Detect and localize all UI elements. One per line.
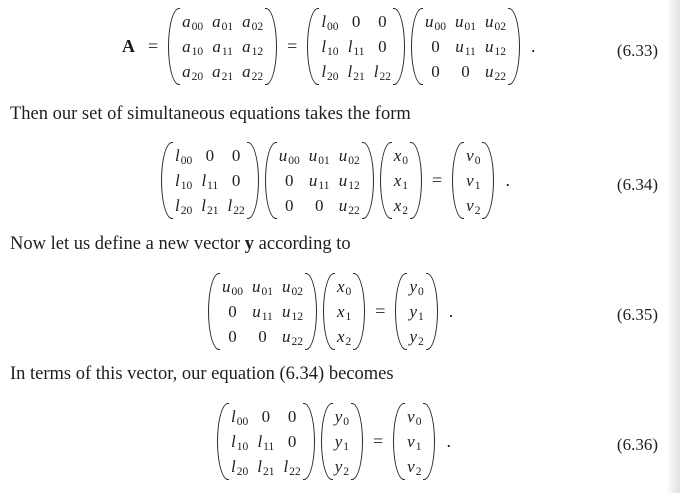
matrix-entry [257,454,274,479]
entry-subscript: 22 [379,71,392,83]
entry-symbol: v [466,146,474,165]
matrix-entry [337,299,351,324]
equation-6-33 [122,8,536,85]
entry-symbol: y [409,277,417,296]
entry-symbol: v [407,432,415,451]
matrix-entry [339,193,360,218]
entry-symbol: a [212,12,221,31]
entry-symbol: l [175,146,180,165]
matrix-entry [201,168,218,193]
entry-subscript: 0 [418,286,424,298]
entry-symbol: x [337,302,345,321]
entry-symbol: u [485,12,494,31]
matrix-entry [175,168,192,193]
matrix-entry [425,59,446,84]
matrix-entry [409,274,423,299]
entry-subscript: 02 [251,21,264,33]
entry-subscript: 1 [345,311,352,323]
matrix-entry [394,193,408,218]
matrix-entry [182,34,203,59]
matrix-entry [252,274,273,299]
entry-subscript: 0 [415,416,422,428]
entry-symbol: x [337,327,345,346]
vector-x [380,142,422,219]
entry-subscript: 11 [207,180,219,192]
entry-subscript: 20 [191,71,204,83]
matrix-entry [231,454,248,479]
matrix-entry [231,429,248,454]
entry-subscript: 21 [353,71,365,83]
entry-symbol: 0 [431,37,440,56]
equation-number-6-36: (6.36) [616,435,658,454]
matrix-entry [201,193,218,218]
matrix-entry [455,34,476,59]
matrix-entry [425,34,446,59]
entry-subscript: 2 [418,336,424,348]
entry-symbol: v [407,457,415,476]
paragraph-text-2-after: according to [254,234,351,254]
matrix-entry [252,324,273,349]
matrix-entry [222,324,243,349]
vector-v [452,142,494,219]
matrix-l [217,403,315,480]
entry-symbol: a [212,62,221,81]
matrix-entry [466,168,480,193]
entry-subscript: 00 [327,21,339,33]
entry-symbol: u [278,146,288,165]
entry-subscript: 11 [221,46,233,58]
entry-symbol: l [257,457,262,476]
entry-symbol: 0 [378,37,387,56]
matrix-entry [407,404,421,429]
matrix-a [168,8,277,85]
period: . [531,36,536,56]
equation-6-35 [205,273,453,350]
period: . [505,170,510,190]
entry-subscript: 11 [353,46,365,58]
entry-symbol: x [393,171,402,190]
entry-symbol: l [231,457,236,476]
entry-symbol: l [227,196,233,215]
entry-subscript: 0 [402,155,408,167]
entry-symbol: 0 [284,171,294,190]
matrix-entry [348,34,365,59]
matrix-entry [175,193,192,218]
equals-sign: = [373,431,384,451]
matrix-entry [335,429,349,454]
entry-symbol: v [466,171,474,190]
entry-symbol: y [409,302,417,321]
entry-symbol: u [252,277,261,296]
period: . [448,301,454,321]
entry-subscript: 20 [327,71,339,83]
matrix-entry [282,274,303,299]
matrix-entry [321,34,338,59]
entry-symbol: l [283,457,289,476]
entry-symbol: a [182,62,191,81]
matrix-entry [407,429,421,454]
entry-symbol: l [175,196,180,215]
matrix-l-grid [161,142,259,219]
equation-6-34 [158,142,510,219]
entry-symbol: 0 [231,171,241,190]
matrix-l-grid [307,8,405,85]
matrix-entry [339,143,360,168]
entry-subscript: 20 [236,466,249,478]
equals-sign: = [287,36,298,56]
matrix-entry [348,59,365,84]
entry-subscript: 2 [343,466,349,478]
entry-subscript: 11 [464,46,476,58]
entry-symbol: a [212,37,221,56]
entry-subscript: 02 [348,155,360,167]
entry-symbol: l [257,432,263,451]
matrix-u [411,8,520,85]
matrix-entry [455,9,476,34]
entry-symbol: 0 [351,12,361,31]
entry-subscript: 01 [464,21,477,33]
matrix-entry [407,454,421,479]
entry-symbol: y [334,407,343,426]
equation-6-36 [214,403,451,480]
page-edge-shadow [666,0,680,493]
matrix-entry [425,9,446,34]
matrix-l [307,8,405,85]
entry-subscript: 01 [261,286,273,298]
entry-subscript: 1 [418,311,424,323]
entry-subscript: 00 [236,416,249,428]
entry-symbol: u [252,302,261,321]
equals-sign: = [432,170,443,190]
matrix-a-grid [168,8,277,85]
entry-symbol: 0 [258,327,267,346]
matrix-entry [212,9,233,34]
matrix-entry [212,34,233,59]
entry-symbol: 0 [461,62,470,81]
period: . [446,431,451,451]
paragraph-text-2-before: Now let us define a new vector [10,234,245,254]
vector-y [321,403,363,480]
entry-subscript: 22 [348,205,360,217]
entry-subscript: 2 [402,205,408,217]
matrix-entry [227,168,244,193]
entry-subscript: 00 [180,155,193,167]
paragraph-text-1: Then our set of simultaneous equations takes the form [10,104,411,124]
entry-subscript: 01 [318,155,330,167]
entry-symbol: 0 [205,146,215,165]
vector-x [323,273,365,350]
entry-symbol: u [282,302,291,321]
matrix-entry [279,168,300,193]
matrix-u-grid [208,273,317,350]
entry-subscript: 00 [231,286,243,298]
entry-subscript: 2 [474,205,481,217]
entry-symbol: a [242,62,251,81]
entry-subscript: 0 [474,155,481,167]
entry-symbol: x [393,196,402,215]
entry-subscript: 0 [343,416,349,428]
matrix-entry [335,454,349,479]
entry-symbol: l [201,171,207,190]
entry-subscript: 20 [180,205,193,217]
entry-symbol: u [338,196,348,215]
entry-symbol: l [321,37,327,56]
matrix-entry [339,168,360,193]
entry-subscript: 11 [318,180,330,192]
entry-symbol: l [347,37,353,56]
entry-symbol: v [466,196,474,215]
equation-number-6-34: (6.34) [616,175,658,194]
entry-symbol: 0 [431,62,440,81]
vector-v [393,403,435,480]
matrix-entry [409,299,423,324]
entry-subscript: 00 [288,155,300,167]
equals-sign: = [375,301,386,321]
entry-subscript: 1 [402,180,408,192]
matrix-entry [455,59,476,84]
matrix-entry [309,193,330,218]
entry-subscript: 2 [415,466,422,478]
entry-symbol: a [182,37,191,56]
matrix-entry [321,9,338,34]
matrix-entry [409,324,423,349]
entry-subscript: 22 [494,71,507,83]
matrix-entry [466,143,480,168]
entry-symbol: x [337,277,345,296]
entry-subscript: 02 [494,21,507,33]
paragraph-text-3: In terms of this vector, our equation (6.34) becomes [10,364,394,384]
matrix-entry [394,168,408,193]
matrix-u [265,142,374,219]
entry-subscript: 21 [221,71,234,83]
entry-symbol: u [485,37,494,56]
entry-symbol: u [485,62,494,81]
entry-subscript: 22 [233,205,245,217]
entry-subscript: 12 [291,311,303,323]
entry-subscript: 00 [434,21,447,33]
entry-symbol: x [393,146,402,165]
paragraph-text-2 [10,234,351,255]
entry-symbol: v [407,407,415,426]
entry-symbol: l [231,407,236,426]
entry-subscript: 10 [327,46,339,58]
matrix-entry [348,9,365,34]
matrix-u-grid [265,142,374,219]
equals-sign: = [148,36,159,56]
entry-symbol: y [409,327,417,346]
entry-symbol: u [338,146,348,165]
entry-subscript: 10 [191,46,204,58]
entry-symbol: l [201,196,206,215]
matrix-entry [231,404,248,429]
entry-symbol: u [308,171,318,190]
matrix-entry [335,404,349,429]
matrix-l-grid [217,403,315,480]
matrix-entry [182,9,203,34]
matrix-entry [282,324,303,349]
entry-subscript: 22 [291,336,303,348]
entry-subscript: 12 [348,180,360,192]
equation-number-6-35: (6.35) [616,305,658,324]
entry-symbol: 0 [228,327,237,346]
entry-symbol: l [321,12,327,31]
entry-subscript: 01 [221,21,234,33]
matrix-entry [222,274,243,299]
entry-subscript: 0 [345,286,352,298]
entry-symbol: y [334,457,343,476]
vector-y [395,273,437,350]
equation-number-6-33: (6.33) [616,41,658,60]
entry-symbol: y [334,432,343,451]
entry-subscript: 00 [191,21,204,33]
matrix-entry [309,143,330,168]
matrix-entry [227,143,244,168]
entry-symbol: l [347,62,353,81]
matrix-entry [182,59,203,84]
matrix-entry [242,9,263,34]
entry-subscript: 2 [345,336,352,348]
matrix-entry [485,59,506,84]
entry-symbol: u [425,12,434,31]
matrix-entry [252,299,273,324]
entry-subscript: 10 [236,441,249,453]
matrix-entry [257,429,274,454]
entry-symbol: u [455,12,464,31]
matrix-u [208,273,317,350]
entry-symbol: 0 [261,407,271,426]
matrix-entry [374,59,391,84]
entry-symbol: l [231,432,236,451]
entry-symbol: l [373,62,379,81]
matrix-entry [374,9,391,34]
entry-subscript: 10 [180,180,193,192]
entry-subscript: 12 [251,46,264,58]
matrix-a-label: A [122,36,135,56]
matrix-entry [283,429,300,454]
matrix-entry [337,324,351,349]
entry-symbol: 0 [284,196,294,215]
entry-symbol: 0 [231,146,241,165]
matrix-entry [279,143,300,168]
entry-subscript: 12 [494,46,507,58]
matrix-entry [242,59,263,84]
entry-subscript: 11 [261,311,273,323]
matrix-l [161,142,259,219]
entry-subscript: 1 [415,441,422,453]
matrix-entry [257,404,274,429]
matrix-u-grid [411,8,520,85]
entry-symbol: 0 [287,432,297,451]
entry-subscript: 22 [251,71,264,83]
entry-subscript: 11 [263,441,275,453]
matrix-entry [282,299,303,324]
vector-y-symbol: y [244,234,255,254]
matrix-entry [374,34,391,59]
matrix-entry [222,299,243,324]
matrix-entry [337,274,351,299]
entry-symbol: a [242,37,251,56]
matrix-entry [242,34,263,59]
matrix-entry [466,193,480,218]
entry-subscript: 22 [289,466,301,478]
entry-symbol: u [455,37,464,56]
matrix-entry [212,59,233,84]
matrix-entry [283,454,300,479]
entry-symbol: a [182,12,191,31]
entry-subscript: 1 [474,180,481,192]
matrix-entry [309,168,330,193]
entry-symbol: 0 [378,12,387,31]
entry-subscript: 21 [262,466,275,478]
entry-symbol: l [321,62,327,81]
matrix-entry [485,9,506,34]
entry-subscript: 21 [206,205,219,217]
entry-symbol: u [308,146,318,165]
matrix-entry [201,143,218,168]
entry-symbol: u [338,171,348,190]
entry-subscript: 1 [343,441,349,453]
entry-symbol: u [222,277,231,296]
entry-symbol: a [242,12,251,31]
entry-symbol: l [175,171,180,190]
matrix-entry [394,143,408,168]
entry-symbol: 0 [287,407,297,426]
matrix-entry [227,193,244,218]
matrix-entry [175,143,192,168]
entry-symbol: u [282,327,291,346]
entry-subscript: 02 [291,286,303,298]
matrix-entry [485,34,506,59]
entry-symbol: 0 [228,302,237,321]
entry-symbol: u [282,277,291,296]
matrix-entry [279,193,300,218]
matrix-entry [321,59,338,84]
entry-symbol: 0 [314,196,324,215]
matrix-entry [283,404,300,429]
